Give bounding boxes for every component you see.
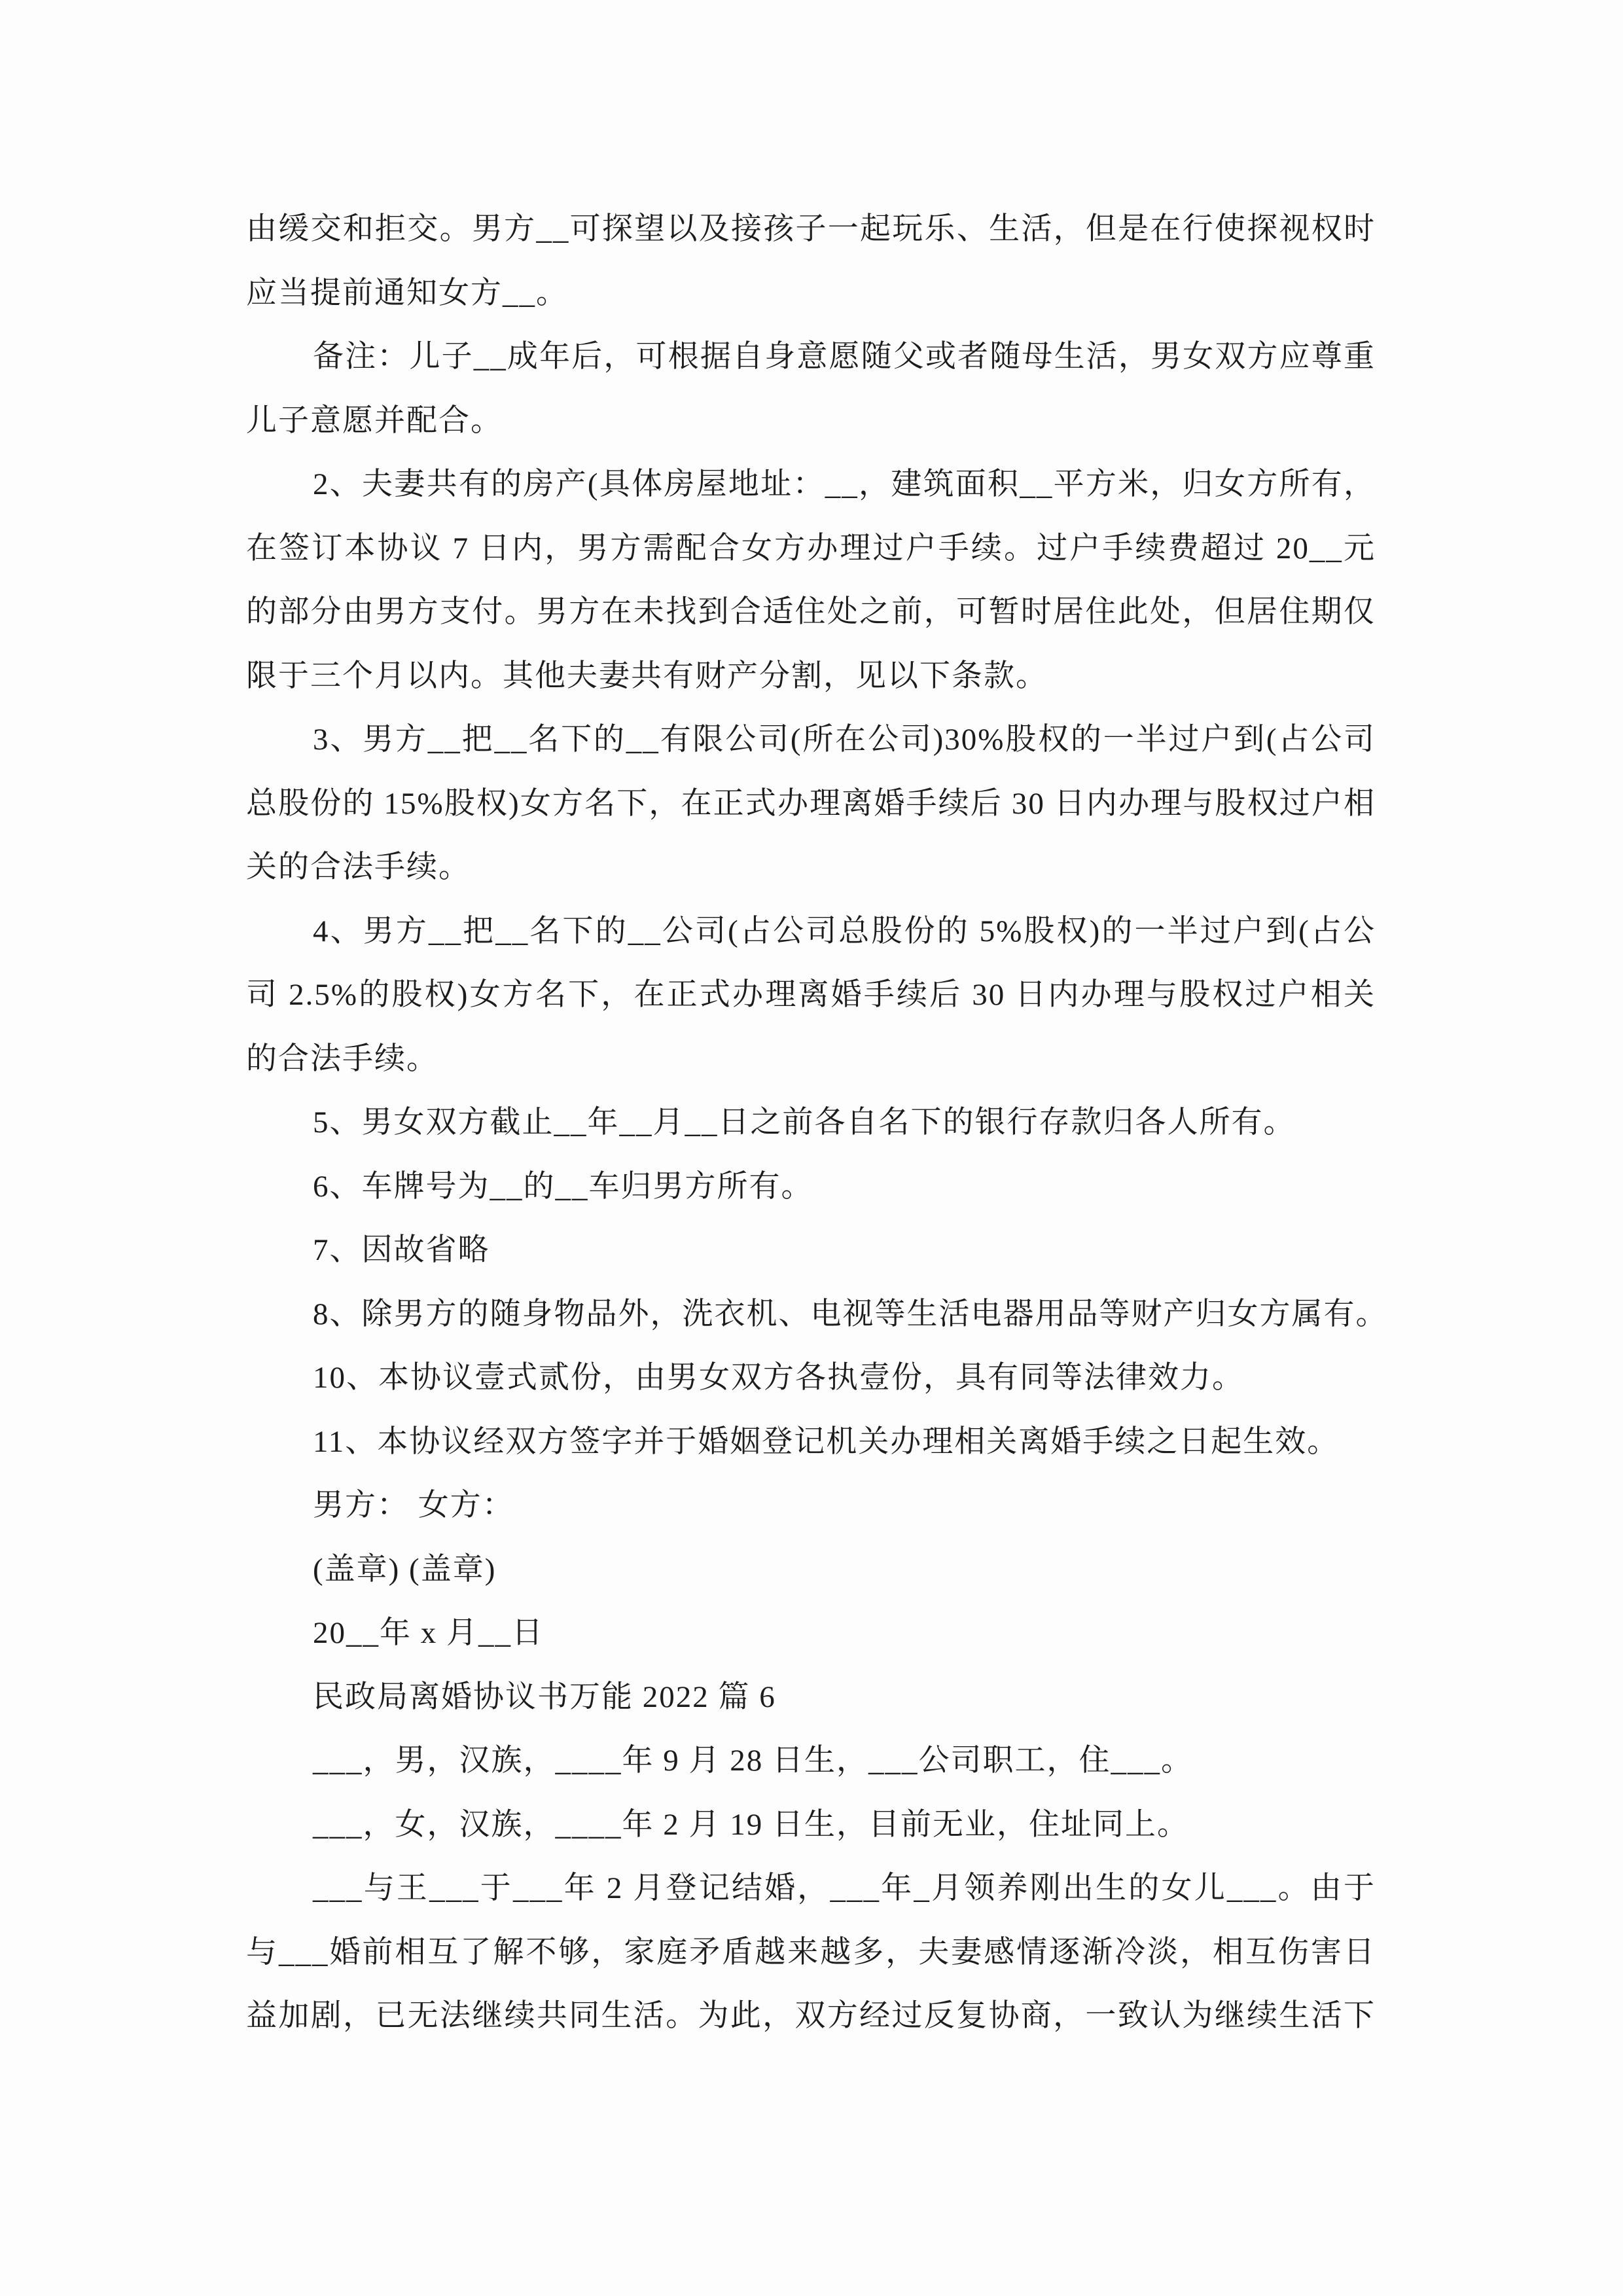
- paragraph-line: 民政局离婚协议书万能 2022 篇 6: [313, 1679, 776, 1714]
- paragraph-line: ___与王___于___年 2 月登记结婚，___年_月领养刚出生的女儿___。由于: [313, 1871, 1376, 1905]
- paragraph-line: 6、车牌号为__的__车归男方所有。: [313, 1169, 813, 1204]
- narrative-paragraph: [246, 1857, 1450, 2049]
- paragraph-line: 应当提前通知女方__。: [246, 276, 568, 310]
- note-paragraph: [246, 325, 1450, 453]
- clause-3-paragraph: [246, 708, 1450, 900]
- paragraph-line: 20__年 x 月__日: [313, 1616, 544, 1650]
- paragraph-line: ___，女，汉族，____年 2 月 19 日生，目前无业，住址同上。: [313, 1807, 1189, 1842]
- paragraph-line: 的部分由男方支付。男方在未找到合适住处之前，可暂时居住此处，但居住期仅: [246, 595, 1376, 629]
- paragraph-line: 在签订本协议 7 日内，男方需配合女方办理过户手续。过户手续费超过 20__元: [246, 531, 1376, 565]
- paragraph-line: 益加剧，已无法继续共同生活。为此，双方经过反复协商，一致认为继续生活下: [246, 1999, 1376, 2033]
- paragraph-line: 限于三个月以内。其他夫妻共有财产分割，见以下条款。: [246, 658, 1048, 693]
- visitation-continuation-paragraph: [246, 198, 1450, 325]
- paragraph-line: 的合法手续。: [246, 1041, 438, 1076]
- paragraph-line: 8、除男方的随身物品外，洗衣机、电视等生活电器用品等财产归女方属有。: [313, 1297, 1388, 1331]
- clause-2-paragraph: [246, 453, 1450, 708]
- paragraph-line: 7、因故省略: [313, 1233, 490, 1267]
- paragraph-line: 与___婚前相互了解不够，家庭矛盾越来越多，夫妻感情逐渐冷淡，相互伤害日: [246, 1935, 1376, 1969]
- paragraph-line: 10、本协议壹式贰份，由男女双方各执壹份，具有同等法律效力。: [313, 1361, 1244, 1395]
- paragraph-line: 11、本协议经双方签字并于婚姻登记机关办理相关离婚手续之日起生效。: [313, 1424, 1340, 1459]
- clause-6-paragraph: [246, 1155, 1450, 1219]
- paragraph-line: 男方： 女方：: [313, 1488, 514, 1522]
- paragraph-line: 总股份的 15%股权)女方名下，在正式办理离婚手续后 30 日内办理与股权过户相: [246, 786, 1376, 821]
- signature-labels: [246, 1474, 1450, 1538]
- section-heading: [246, 1666, 1450, 1730]
- paragraph-line: 备注：儿子__成年后，可根据自身意愿随父或者随母生活，男女双方应尊重: [313, 340, 1376, 374]
- clause-11-paragraph: [246, 1410, 1450, 1475]
- clause-4-paragraph: [246, 900, 1450, 1092]
- seal-labels: [246, 1538, 1450, 1602]
- paragraph-line: 司 2.5%的股权)女方名下，在正式办理离婚手续后 30 日内办理与股权过户相关: [246, 978, 1376, 1012]
- clause-10-paragraph: [246, 1346, 1450, 1410]
- party-female-info: [246, 1793, 1450, 1857]
- paragraph-line: 儿子意愿并配合。: [246, 403, 503, 438]
- clause-5-paragraph: [246, 1091, 1450, 1155]
- party-male-info: [246, 1729, 1450, 1793]
- paragraph-line: 由缓交和拒交。男方__可探望以及接孩子一起玩乐、生活，但是在行使探视权时: [246, 212, 1376, 246]
- paragraph-line: 4、男方__把__名下的__公司(占公司总股份的 5%股权)的一半过户到(占公: [313, 914, 1376, 948]
- paragraph-line: (盖章) (盖章): [313, 1552, 497, 1587]
- paragraph-line: 2、夫妻共有的房产(具体房屋地址：__，建筑面积__平方米，归女方所有，: [313, 467, 1376, 501]
- paragraph-line: 关的合法手续。: [246, 850, 471, 884]
- paragraph-line: 3、男方__把__名下的__有限公司(所在公司)30%股权的一半过户到(占公司: [313, 723, 1376, 757]
- date-line: [246, 1602, 1450, 1666]
- clause-8-paragraph: [246, 1283, 1450, 1347]
- clause-7-paragraph: [246, 1219, 1450, 1283]
- document-body: [246, 198, 1450, 2049]
- paragraph-line: 5、男女双方截止__年__月__日之前各自名下的银行存款归各人所有。: [313, 1105, 1296, 1139]
- paragraph-line: ___，男，汉族，____年 9 月 28 日生，___公司职工，住___。: [313, 1744, 1193, 1778]
